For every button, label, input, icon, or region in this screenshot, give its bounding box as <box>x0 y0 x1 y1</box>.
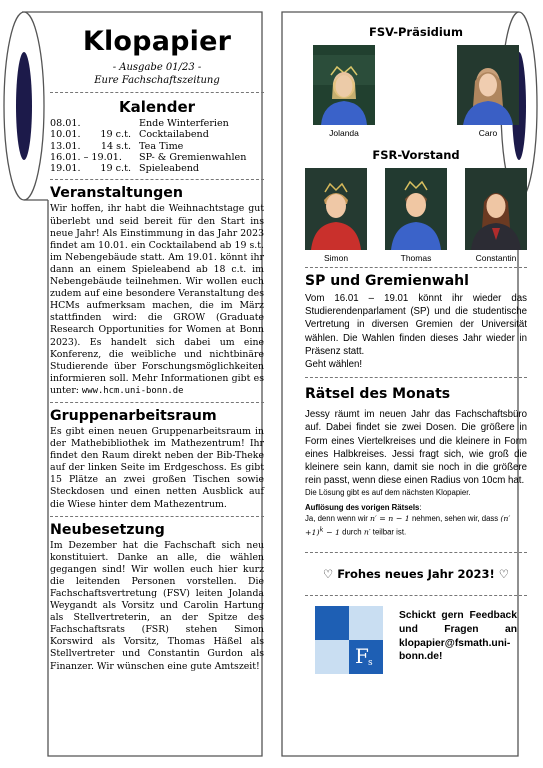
calendar-date: 08.01. <box>50 118 81 129</box>
calendar-date: 10.01. <box>50 129 81 141</box>
portrait-icon <box>305 168 367 250</box>
person-photo <box>313 45 375 125</box>
veranstaltungen-heading: Veranstaltungen <box>50 185 184 202</box>
calendar-date: 19.01. <box>50 163 81 175</box>
fachschaft-logo <box>315 606 383 674</box>
fsv-heading: FSV-Präsidium <box>369 25 463 39</box>
newsletter-title: Klopapier <box>82 26 232 57</box>
portrait-icon <box>465 168 527 250</box>
solution-formula: $(n'+1)^k - 1$ <box>305 514 511 538</box>
issue-number: - Ausgabe 01/23 - <box>112 62 202 73</box>
calendar-row <box>50 141 264 152</box>
solution-formula: n′ = n − 1 <box>370 514 410 524</box>
calendar-time <box>92 118 139 129</box>
calendar-date: 16.01. – 19.01. <box>50 151 122 163</box>
raetsel-text: Jessy räumt im neuen Jahr das Fachschaftsbüro auf. Dabei findet sie zwei Dosen. Die größere in Form eines Viertelkreises und die kleinere in Form eines Halbkreises. Jessi fragt sich, wie groß die kleinere sein kann, damit sie noch in die größere rein passt, wenn diese einen Radius von 10cm hat. <box>305 409 527 487</box>
person-photo <box>385 168 447 250</box>
calendar-event: SP- & Gremienwahlen <box>139 151 247 163</box>
calendar-event: Tea Time <box>139 140 184 152</box>
calendar-table <box>50 118 264 174</box>
gruppenarbeitsraum-text: Es gibt einen neuen Gruppenarbeitsraum in der Mathebibliothek im Mathezentrum! Ihr findet den Raum direkt neben der Bib-Theke auf der linken Seite im Erdgeschoss. Es gibt 15 Plätze an zwei großen Tischen sowie Steckdosen und einen netten Ausblick auf die Wiese hinter dem Mathezentrum. <box>50 425 264 510</box>
calendar-event: Spieleabend <box>139 163 200 175</box>
person-name: Constantin <box>475 253 517 263</box>
person-card <box>305 168 367 263</box>
left-column <box>50 20 264 673</box>
fsr-heading: FSR-Vorstand <box>372 148 460 162</box>
person-card <box>465 168 527 263</box>
divider <box>305 595 527 596</box>
portrait-icon <box>457 45 519 125</box>
divider <box>50 516 264 517</box>
person-name: Jolanda <box>329 128 359 138</box>
person-photo <box>305 168 367 250</box>
calendar-date: 13.01. <box>50 140 81 152</box>
person-name: Thomas <box>400 253 432 263</box>
calendar-time: 19 c.t. <box>100 129 131 141</box>
divider <box>305 377 527 378</box>
calendar-row <box>50 129 264 140</box>
person-name: Caro <box>478 128 498 138</box>
raetsel-solution: Auflösung des vorigen Rätsels: Ja, denn wenn wir n′ = n − 1 nehmen, sehen wir, dass $(n'+1)^k - 1$ durch n′ teilbar ist. <box>305 503 511 538</box>
divider <box>50 402 264 403</box>
fsv-photos <box>305 45 527 138</box>
neubesetzung-heading: Neubesetzung <box>50 521 165 538</box>
masthead <box>50 26 264 87</box>
solution-part-c: durch <box>342 528 362 538</box>
divider <box>50 179 264 180</box>
wahl-heading: SP und Gremienwahl <box>305 273 469 289</box>
neubesetzung-text: Im Dezember hat die Fachschaft sich neu konstituiert. Danke an alle, die wählen gegangen sind! Wir wollen euch hier kurz die leitenden Personen vorstellen. Die Fachschaftsvertretung (FSV) leiten Jolanda Weygandt als Vorsitz und Carolin Hartung als Stellvertreterin, an der Spitze des Fachschaftsrats (FSR) stehen Simon Korswird als Vorsitz, Thomas Häßel als Stellvertreter und Constantin Gurdon als Finanzer. Wir wünschen eine gute Amtszeit! <box>50 539 264 672</box>
raetsel-note: Die Lösung gibt es auf dem nächsten Klopapier. <box>305 488 471 498</box>
solution-part-a: Ja, denn wenn wir <box>305 514 368 524</box>
divider <box>305 552 527 553</box>
solution-part-d: teilbar ist. <box>372 528 407 538</box>
solution-title: Auflösung des vorigen Rätsels <box>305 503 420 513</box>
divider <box>50 92 264 93</box>
fsr-photos <box>305 168 527 263</box>
person-photo <box>465 168 527 250</box>
calendar-heading: Kalender <box>118 98 196 116</box>
divider <box>305 267 527 268</box>
portrait-icon <box>385 168 447 250</box>
veranstaltungen-text <box>50 203 264 397</box>
tagline: Eure Fachschaftszeitung <box>94 75 220 86</box>
new-year-greeting: ♡ Frohes neues Jahr 2023! ♡ <box>322 567 510 582</box>
right-column <box>305 22 527 674</box>
calendar-row <box>50 118 264 129</box>
hcm-link[interactable]: www.hcm.uni-bonn.de <box>81 385 184 396</box>
calendar-event: Ende Winterferien <box>139 118 229 129</box>
person-card <box>385 168 447 263</box>
person-photo <box>457 45 519 125</box>
raetsel-heading: Rätsel des Monats <box>305 386 451 403</box>
contact-box <box>305 606 527 674</box>
logo-subscript: s <box>368 658 373 669</box>
person-name: Simon <box>323 253 349 263</box>
logo-letter: F <box>355 644 369 669</box>
portrait-icon <box>313 45 375 125</box>
wahl-text: Vom 16.01 – 19.01 könnt ihr wieder das Studierendenparlament (SP) und die studentische Vertretung in diversen Gremien der Universität wählen. Die Wahlen finden dieses Jahr wieder in Präsenz statt. <box>305 293 527 357</box>
calendar-time: 19 c.t. <box>100 163 131 175</box>
veranstaltungen-body: Wir hoffen, ihr habt die Weihnachtstage gut überlebt und seid bereit für den Start ins neue Jahr! Als Einstimmung in das Jahr 2023 findet am 10.01. ein Cocktailabend ab 19 s.t. im Nebengebäude statt. Am 19.01. könnt ihr dann an einem Spieleabend ab 18 c.t. im Nebengebäude teilnehmen. Wir wollen euch zudem auf eine besondere Veranstaltung des HCMs aufmerksam machen, die im März stattfinden wird: die GROW (Graduate Research Opportunities for Women at Bonn 2023). Es handelt sich dabei um eine Konferenz, die weibliche und nichtbinäre Studierende über Forschungsmöglichkeiten informieren soll. Mehr Informationen gibt es unter: <box>50 203 265 396</box>
wahl-closing: Geht wählen! <box>305 359 363 371</box>
calendar-row <box>50 163 264 174</box>
gruppenarbeitsraum-heading: Gruppenarbeitsraum <box>50 407 217 424</box>
calendar-event: Cocktailabend <box>139 129 209 141</box>
solution-formula: n′ <box>363 528 371 538</box>
solution-part-b: nehmen, sehen wir, dass <box>411 514 499 524</box>
person-card <box>313 45 375 138</box>
person-card <box>457 45 519 138</box>
calendar-row <box>50 152 264 163</box>
contact-text: Schickt gern Feedback und Fragen an klopapier@fsmath.uni-bonn.de! <box>399 610 517 663</box>
calendar-time: 14 s.t. <box>100 140 131 152</box>
